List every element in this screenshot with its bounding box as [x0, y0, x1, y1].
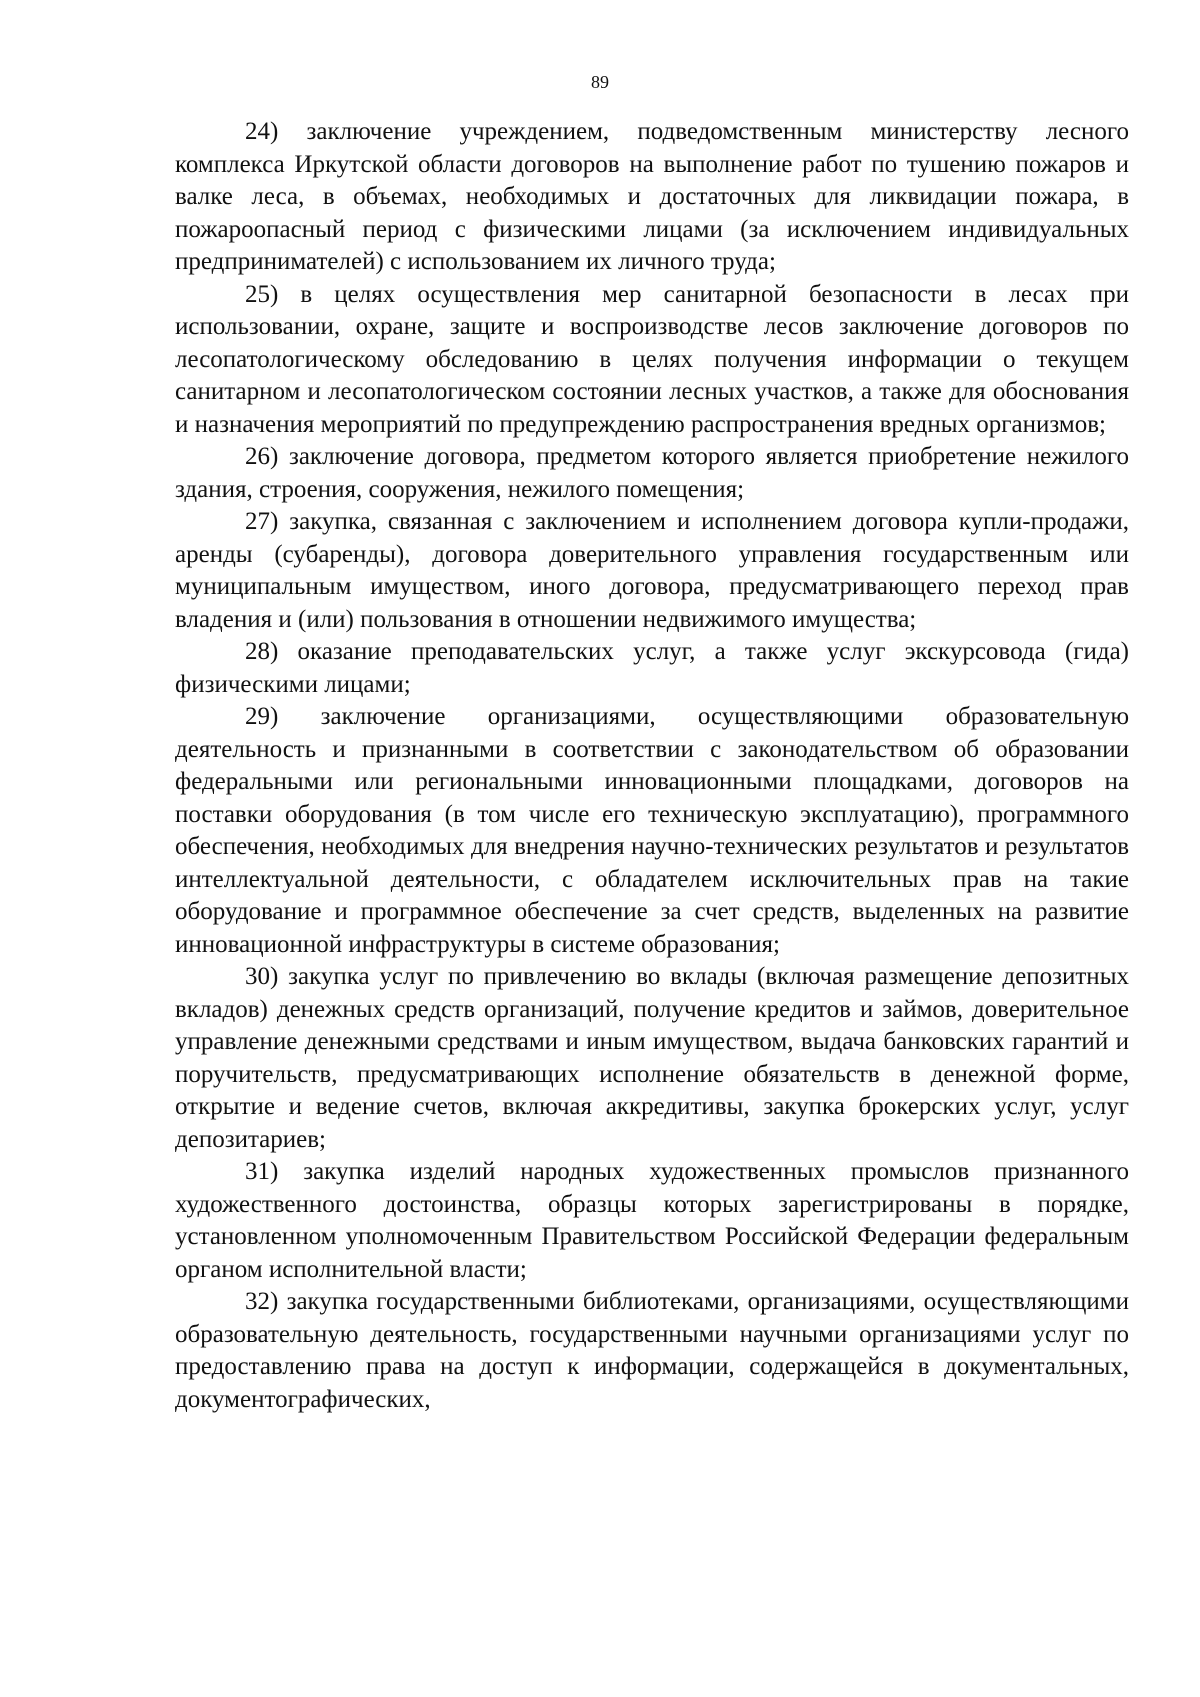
list-item-32: 32) закупка государственными библиотеками, организациями, осуществляющими образовательную деятельность, государственными научными организациями услуг по предоставлению права на доступ к информации, содержащейся в документальных, документографических,: [175, 1288, 1129, 1413]
list-item-31: 31) закупка изделий народных художественных промыслов признанного художественного достоинства, образцы которых зарегистрированы в порядке, установленном уполномоченным Правительством Российской Федерации федеральным органом исполнительной власти;: [175, 1158, 1129, 1283]
list-item-28: 28) оказание преподавательских услуг, а также услуг экскурсовода (гида) физическими лицами;: [175, 638, 1129, 698]
list-item-29: 29) заключение организациями, осуществляющими образовательную деятельность и признанными в соответствии с законодательством об образовании федеральными или региональными инновационными площадками, договоров на поставки оборудования (в том числе его техническую эксплуатацию), программного обеспечения, необходимых для внедрения научно-технических результатов и результатов интеллектуальной деятельности, с обладателем исключительных прав на такие оборудование и программное обеспечение за счет средств, выделенных на развитие инновационной инфраструктуры в системе образования;: [175, 703, 1129, 958]
list-item-25: 25) в целях осуществления мер санитарной безопасности в лесах при использовании, охране, защите и воспроизводстве лесов заключение договоров по лесопатологическому обследованию в целях получения информации о текущем санитарном и лесопатологическом состоянии лесных участков, а также для обоснования и назначения мероприятий по предупреждению распространения вредных организмов;: [175, 280, 1129, 438]
list-item-30: 30) закупка услуг по привлечению во вклады (включая размещение депозитных вкладов) денежных средств организаций, получение кредитов и займов, доверительное управление денежными средствами и иным имуществом, выдача банковских гарантий и поручительств, предусматривающих исполнение обязательств в денежной форме, открытие и ведение счетов, включая аккредитивы, закупка брокерских услуг, услуг депозитариев;: [175, 963, 1129, 1153]
list-item-24: 24) заключение учреждением, подведомственным министерству лесного комплекса Иркутской области договоров на выполнение работ по тушению пожаров и валке леса, в объемах, необходимых и достаточных для ликвидации пожара, в пожароопасный период с физическими лицами (за исключением индивидуальных предпринимателей) с использованием их личного труда;: [175, 118, 1129, 275]
page-number: 89: [591, 72, 609, 92]
document-body: [175, 116, 1129, 1416]
list-item-27: 27) закупка, связанная с заключением и исполнением договора купли-продажи, аренды (субаренды), договора доверительного управления государственным или муниципальным имуществом, иного договора, предусматривающего переход прав владения и (или) пользования в отношении недвижимого имущества;: [175, 508, 1129, 633]
list-item-26: 26) заключение договора, предметом которого является приобретение нежилого здания, строения, сооружения, нежилого помещения;: [175, 443, 1129, 503]
